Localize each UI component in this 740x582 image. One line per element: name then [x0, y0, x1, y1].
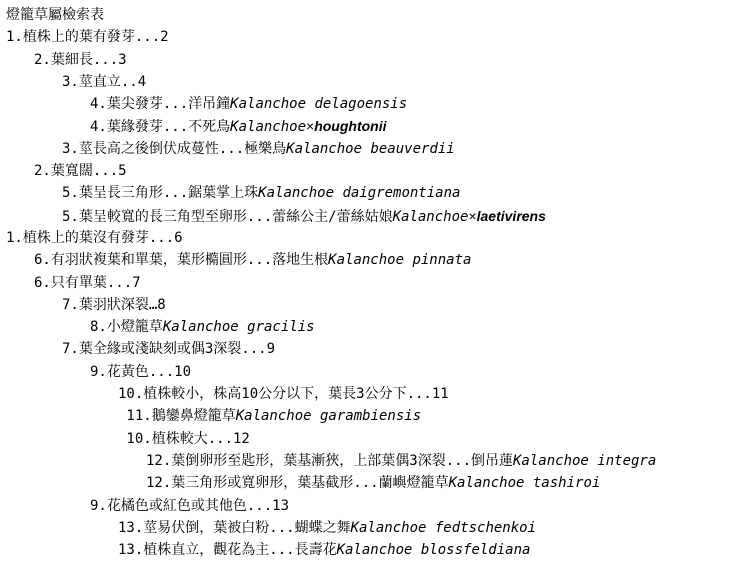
entry-text: 10.植株較大...12 [118, 430, 250, 447]
scientific-name: Kalanchoe daigremontiana [258, 185, 461, 202]
entry-text: 9.花橘色或紅色或其他色...13 [90, 497, 290, 514]
identification-key [0, 4, 740, 561]
key-entry [0, 26, 740, 48]
key-entry [0, 227, 740, 249]
key-entry [0, 49, 740, 71]
entry-text: 9.花黃色...10 [90, 363, 192, 380]
entry-text: 7.葉全緣或淺缺刻或偶3深裂...9 [62, 341, 276, 358]
key-entry [0, 138, 740, 160]
entry-text: 6.只有單葉...7 [34, 274, 141, 291]
hybrid-epithet: houghtonii [314, 118, 387, 135]
entry-text: 13.植株直立，觀花為主...長壽花 [118, 542, 337, 559]
hybrid-epithet: laetivirens [476, 207, 546, 224]
scientific-name: Kalanchoe gracilis [162, 319, 315, 336]
key-entry [0, 517, 740, 539]
entry-text: 3.莖直立..4 [62, 73, 147, 90]
key-entry [0, 93, 740, 115]
scientific-name: Kalanchoe fedtschenkoi [350, 519, 537, 536]
scientific-name: Kalanchoe integra [513, 452, 657, 469]
key-entry [0, 539, 740, 561]
key-entry [0, 316, 740, 338]
key-entry [0, 383, 740, 405]
scientific-name: Kalanchoe delagoensis [230, 96, 408, 113]
entry-text: 7.葉羽狀深裂…8 [62, 296, 166, 313]
entry-text: 4.葉尖發芽...洋吊鐘 [90, 96, 231, 113]
scientific-name: Kalanchoe [230, 119, 307, 136]
scientific-name: Kalanchoe blossfeldiana [336, 542, 531, 559]
key-entry [0, 361, 740, 383]
entry-text: 11.鵝鑾鼻燈籠草 [118, 408, 236, 425]
key-entry [0, 272, 740, 294]
entry-text: 2.葉細長...3 [34, 51, 127, 68]
entry-text: 6.有羽狀複葉和單葉，葉形橢圓形...落地生根 [34, 252, 329, 269]
key-entry [0, 115, 740, 137]
entry-text: 3.莖長高之後倒伏成蔓性...極樂鳥 [62, 140, 287, 157]
entry-text: 1.植株上的葉沒有發芽...6 [6, 229, 183, 246]
key-entry [0, 160, 740, 182]
scientific-name: Kalanchoe [392, 208, 469, 225]
hybrid-sign: × [468, 207, 477, 224]
key-entry [0, 249, 740, 271]
entry-text: 2.葉寬闊...5 [34, 163, 127, 180]
key-title: 燈籠草屬檢索表 [6, 7, 104, 23]
entry-text: 5.葉呈較寬的長三角型至卵形...蕾絲公主/蕾絲姑娘 [62, 208, 393, 225]
key-entry [0, 428, 740, 450]
scientific-name: Kalanchoe tashiroi [448, 475, 601, 492]
key-entry [0, 405, 740, 427]
entry-text: 8.小燈籠草 [90, 319, 163, 336]
scientific-name: Kalanchoe garambiensis [235, 408, 422, 425]
key-entry [0, 472, 740, 494]
scientific-name: Kalanchoe pinnata [328, 252, 472, 269]
entry-text: 1.植株上的葉有發芽...2 [6, 29, 169, 46]
key-entry [0, 495, 740, 517]
hybrid-sign: × [306, 118, 315, 135]
key-entry [0, 71, 740, 93]
key-entry [0, 182, 740, 204]
entry-text: 12.葉三角形或寬卵形，葉基截形...蘭嶼燈籠草 [146, 475, 449, 492]
entry-text: 12.葉倒卵形至匙形，葉基漸狹，上部葉偶3深裂...倒吊蓮 [146, 452, 513, 469]
entry-text: 4.葉緣發芽...不死鳥 [90, 119, 231, 136]
key-entry [0, 294, 740, 316]
entry-text: 13.莖易伏倒，葉被白粉...蝴蝶之舞 [118, 519, 351, 536]
key-entry [0, 450, 740, 472]
entry-text: 5.葉呈長三角形...鋸葉掌上珠 [62, 185, 259, 202]
entry-text: 10.植株較小，株高10公分以下，葉長3公分下...11 [118, 386, 449, 403]
key-entry [0, 205, 740, 227]
scientific-name: Kalanchoe beauverdii [286, 140, 455, 157]
key-entry [0, 338, 740, 360]
